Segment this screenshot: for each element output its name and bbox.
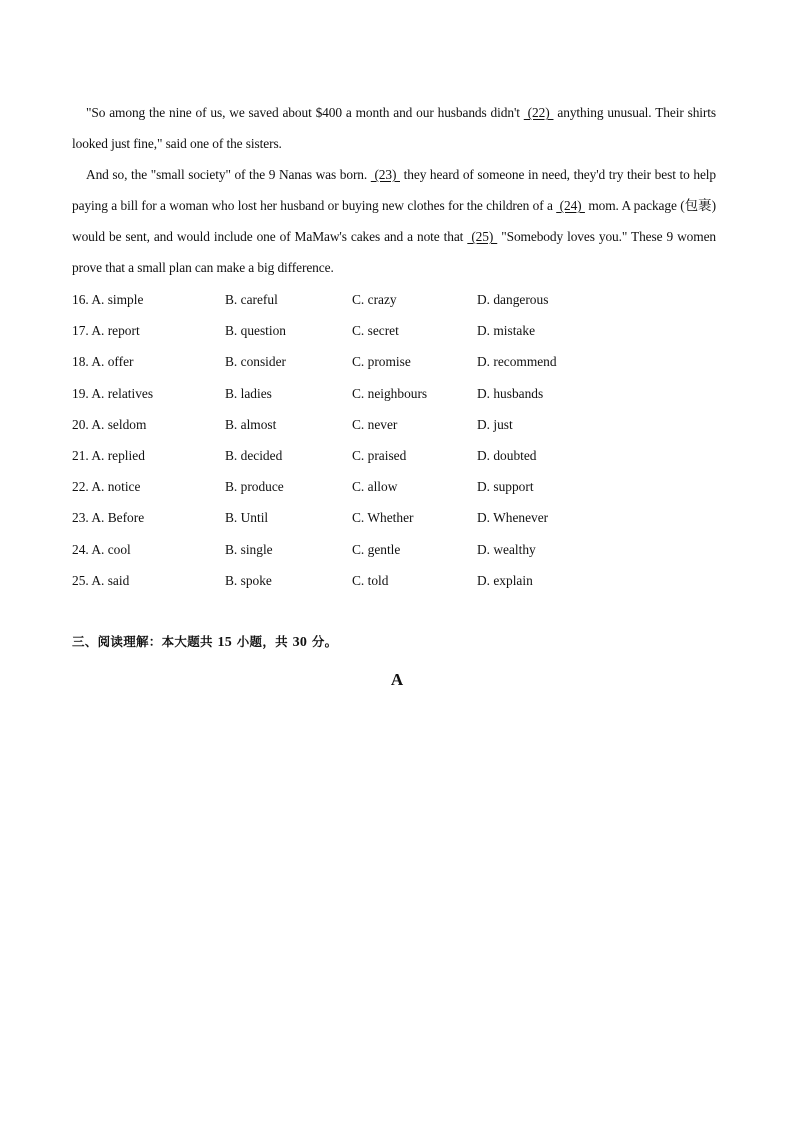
- option-b: B. ladies: [225, 385, 272, 401]
- option-a: 17. A. report: [72, 323, 140, 339]
- option-d: D. husbands: [477, 385, 544, 401]
- option-a: 23. A. Before: [72, 510, 145, 526]
- option-row-24: [72, 534, 712, 565]
- paragraph-text: "Somebody loves you." These 9 women prove that a small plan can make a big difference.: [72, 229, 717, 275]
- option-a: 22. A. notice: [72, 479, 141, 495]
- option-b: B. question: [225, 323, 287, 339]
- option-a: 18. A. offer: [72, 354, 134, 370]
- option-c: C. promise: [352, 354, 411, 370]
- option-d: D. recommend: [477, 354, 557, 370]
- option-c: C. neighbours: [352, 385, 428, 401]
- option-row-18: [72, 346, 712, 377]
- option-b: B. consider: [225, 354, 286, 370]
- section-title-suffix: 分。: [307, 634, 338, 649]
- blank-24: (24): [556, 198, 585, 213]
- blank-25: (25): [467, 229, 498, 244]
- section-title-prefix: 三、阅读理解：本大题共: [72, 634, 218, 649]
- option-d: D. Whenever: [477, 510, 549, 526]
- section-title-mid: 小题，共: [232, 634, 293, 649]
- option-d: D. dangerous: [477, 292, 549, 307]
- blank-22: (22): [523, 105, 554, 120]
- passage-paragraph-2: [72, 159, 716, 283]
- option-row-20: [72, 409, 712, 440]
- passage-letter: A: [390, 670, 404, 689]
- question-count: 15: [217, 635, 233, 650]
- option-a: 25. A. said: [72, 572, 130, 588]
- option-b: B. spoke: [225, 572, 272, 588]
- section-score: 30: [292, 635, 308, 650]
- option-b: B. single: [225, 541, 273, 557]
- paragraph-text: "So among the nine of us, we saved about $400 a month and our husbands didn't: [86, 105, 524, 120]
- option-a: 20. A. seldom: [72, 416, 147, 432]
- section-heading: [72, 630, 337, 655]
- paragraph-text: anything unusual. Their shirts looked just fine," said one of the sisters.: [72, 105, 717, 151]
- option-d: D. explain: [477, 572, 533, 588]
- option-d: D. just: [477, 416, 513, 432]
- blank-23: (23): [370, 167, 400, 182]
- option-b: B. decided: [225, 447, 283, 463]
- paragraph-text: mom. A package (包裹) would be sent, and would include one of MaMaw's cakes and a note that: [72, 198, 716, 244]
- option-a: 24. A. cool: [72, 541, 131, 557]
- option-row-23: [72, 502, 712, 533]
- option-c: C. Whether: [352, 510, 414, 526]
- option-c: C. secret: [352, 323, 399, 339]
- option-d: D. mistake: [477, 323, 536, 339]
- option-row-22: [72, 471, 712, 502]
- option-b: B. Until: [225, 510, 269, 526]
- option-c: C. praised: [352, 447, 407, 463]
- passage-paragraph-1: [72, 97, 716, 159]
- option-row-17: [72, 315, 712, 346]
- option-b: B. almost: [225, 416, 277, 432]
- option-a: 19. A. relatives: [72, 385, 154, 401]
- option-row-16: [72, 284, 712, 315]
- option-c: C. gentle: [352, 541, 401, 557]
- option-d: D. support: [477, 479, 534, 495]
- option-c: C. crazy: [352, 292, 397, 307]
- option-c: C. allow: [352, 479, 398, 495]
- option-row-21: [72, 440, 712, 471]
- option-b: B. produce: [225, 479, 284, 495]
- option-row-19: [72, 378, 712, 409]
- option-c: C. told: [352, 572, 389, 588]
- option-d: D. wealthy: [477, 541, 536, 557]
- paragraph-text: they heard of someone in need, they'd try their best to help paying a bill for a woman who lost her husband or buying new clothes for the children of a: [72, 167, 716, 213]
- option-row-25: [72, 565, 712, 596]
- option-c: C. never: [352, 416, 398, 432]
- option-a: 16. A. simple: [72, 292, 144, 307]
- answer-options: [72, 284, 712, 596]
- option-b: B. careful: [225, 292, 278, 307]
- option-d: D. doubted: [477, 447, 537, 463]
- option-a: 21. A. replied: [72, 447, 145, 463]
- paragraph-text: And so, the "small society" of the 9 Nanas was born.: [86, 167, 371, 182]
